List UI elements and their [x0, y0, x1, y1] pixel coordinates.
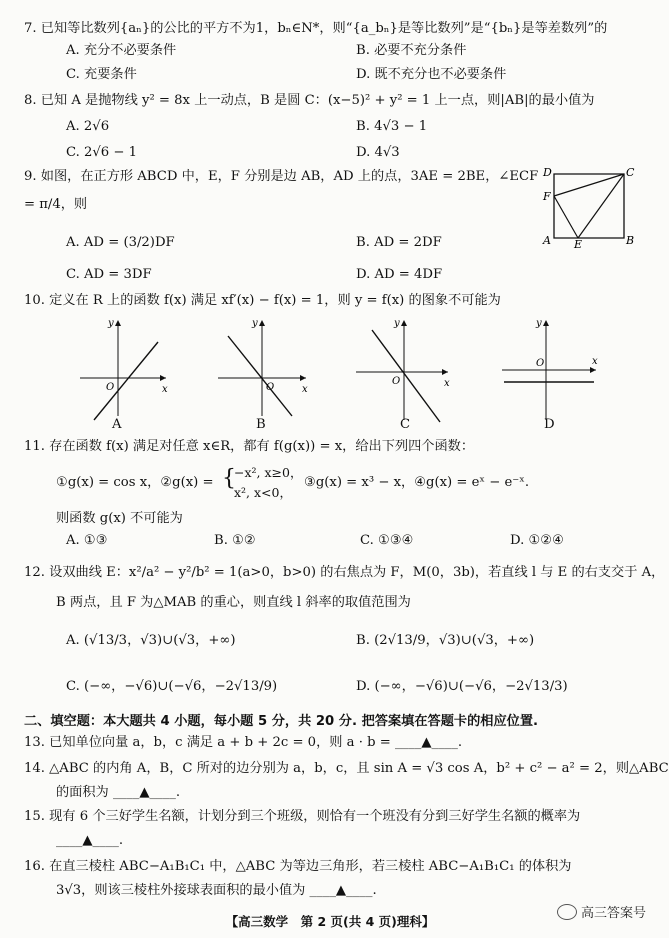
- y-label: y: [108, 318, 114, 329]
- q10-label-a: A: [112, 417, 122, 432]
- origin-label: O: [392, 376, 401, 387]
- y-axis-arrow: [259, 320, 265, 326]
- x-label: x: [162, 384, 168, 395]
- q10-label-d: D: [544, 417, 555, 432]
- q11-stem: 11. 存在函数 f(x) 满足对任意 x∈R，都有 f(g(x)) = x，给出下列四个函数：: [24, 439, 475, 454]
- q12-option-d: D. (−∞，−√6)∪(−√6，−2√13/3): [356, 679, 568, 694]
- x-label: x: [444, 378, 450, 389]
- q10-graph-b: [214, 316, 310, 428]
- section-heading-fill-in: 二、填空题：本大题共 4 小题，每小题 5 分，共 20 分. 把答案填在答题卡的相应位置.: [24, 714, 539, 729]
- q10-label-b: B: [256, 417, 266, 432]
- q11-option-a: A. ①③: [66, 533, 108, 548]
- q16-continued: 3√3，则该三棱柱外接球表面积的最小值为 ____▲____.: [56, 883, 377, 898]
- q15: 15. 现有 6 个三好学生名额，计划分到三个班级，则恰有一个班没有分到三好学生名额的概率为: [24, 809, 581, 824]
- label-d: D: [543, 166, 552, 179]
- q11-brace: {: [222, 466, 236, 491]
- origin-label: O: [266, 382, 275, 393]
- q7-option-a: A. 充分不必要条件: [66, 43, 177, 58]
- graph-line: [94, 342, 158, 420]
- q9-option-d: D. AD = 4DF: [356, 267, 443, 282]
- q9-option-a: A. AD = (3/2)DF: [66, 235, 175, 250]
- segment-cf: [554, 174, 624, 196]
- q16: 16. 在直三棱柱 ABC−A₁B₁C₁ 中，△ABC 为等边三角形，若三棱柱 ABC−A₁B₁C₁ 的体积为: [24, 859, 572, 874]
- page-footer: 【高三数学 第 2 页(共 4 页)理科】: [225, 914, 435, 929]
- x-axis-arrow: [442, 369, 448, 375]
- q11-piece-2: x², x<0，: [234, 485, 292, 500]
- q9-stem-continued: = π/4，则: [24, 197, 88, 212]
- x-label: x: [302, 384, 308, 395]
- q8-stem: 8. 已知 A 是抛物线 y² = 8x 上一动点，B 是圆 C：(x−5)² + y² = 1 上一点，则|AB|的最小值为: [24, 93, 595, 108]
- q7-option-c: C. 充要条件: [66, 67, 137, 82]
- label-e: E: [574, 238, 583, 251]
- q8-option-b: B. 4√3 − 1: [356, 119, 428, 134]
- label-b: B: [626, 234, 635, 247]
- x-axis-arrow: [300, 375, 306, 381]
- y-label: y: [536, 318, 542, 329]
- q10-label-c: C: [400, 417, 411, 432]
- q12-option-b: B. (2√13/9，√3)∪(√3，+∞): [356, 633, 535, 648]
- q13: 13. 已知单位向量 a，b，c 满足 a + b + 2c = 0，则 a · b = ____▲____.: [24, 735, 463, 750]
- q12-option-c: C. (−∞，−√6)∪(−√6，−2√13/9): [66, 679, 278, 694]
- x-axis-arrow: [160, 375, 166, 381]
- x-axis-arrow: [590, 367, 596, 373]
- y-axis-arrow: [543, 320, 549, 326]
- square-abcd: [554, 174, 624, 238]
- q7-stem: 7. 已知等比数列{aₙ}的公比的平方不为1，bₙ∈N*，则“{a_bₙ}是等比数列”是“{bₙ}是等差数列”的: [24, 21, 608, 36]
- label-c: C: [626, 166, 635, 179]
- segment-fe: [554, 196, 578, 238]
- y-label: y: [394, 318, 400, 329]
- q11-ask: 则函数 g(x) 不可能为: [56, 511, 183, 526]
- q8-option-c: C. 2√6 − 1: [66, 145, 138, 160]
- q9-option-b: B. AD = 2DF: [356, 235, 442, 250]
- wechat-watermark: [557, 902, 646, 921]
- q11-option-d: D. ①②④: [510, 533, 564, 548]
- graph-line: [372, 330, 440, 422]
- q11-option-b: B. ①②: [214, 533, 256, 548]
- q8-option-a: A. 2√6: [66, 119, 110, 134]
- q11-functions-part2: ③g(x) = x³ − x，④g(x) = eˣ − e⁻ˣ.: [304, 475, 530, 490]
- q11-functions-part1: ①g(x) = cos x，②g(x) =: [56, 475, 214, 490]
- q12-stem: 12. 设双曲线 E：x²/a² − y²/b² = 1(a>0，b>0) 的右焦点为 F，M(0，3b)，若直线 l 与 E 的右支交于 A，: [24, 565, 665, 580]
- y-axis-arrow: [115, 320, 121, 326]
- q11-piece-1: −x², x≥0，: [234, 465, 303, 480]
- q9-square-figure: [540, 164, 635, 251]
- q10-graph-a: [74, 316, 170, 428]
- label-a: A: [543, 234, 551, 247]
- y-label: y: [252, 318, 258, 329]
- q14: 14. △ABC 的内角 A，B，C 所对的边分别为 a，b，c，且 sin A = √3 cos A，b² + c² − a² = 2，则△ABC: [24, 761, 669, 776]
- q15-answer-blank: ____▲____.: [56, 833, 124, 848]
- q11-option-c: C. ①③④: [360, 533, 414, 548]
- origin-label: O: [106, 382, 115, 393]
- q7-option-d: D. 既不充分也不必要条件: [356, 67, 507, 82]
- q7-option-b: B. 必要不充分条件: [356, 43, 467, 58]
- q12-option-a: A. (√13/3，√3)∪(√3，+∞): [66, 633, 236, 648]
- watermark-text: 高三答案号: [580, 906, 646, 921]
- origin-label: O: [536, 358, 545, 369]
- x-label: x: [592, 356, 598, 367]
- q10-graph-c: [352, 316, 456, 428]
- q9-stem: 9. 如图，在正方形 ABCD 中，E，F 分别是边 AB，AD 上的点，3AE = 2BE，∠ECF: [24, 169, 539, 184]
- q10-stem: 10. 定义在 R 上的函数 f(x) 满足 xf′(x) − f(x) = 1，则 y = f(x) 的图象不可能为: [24, 293, 501, 308]
- y-axis-arrow: [401, 320, 407, 326]
- q12-stem-continued: B 两点，且 F 为△MAB 的重心，则直线 l 斜率的取值范围为: [56, 595, 411, 610]
- wechat-icon: [557, 904, 577, 920]
- label-f: F: [543, 190, 551, 203]
- segment-ce: [578, 174, 624, 238]
- q9-option-c: C. AD = 3DF: [66, 267, 152, 282]
- q14-continued: 的面积为 ____▲____.: [56, 785, 181, 800]
- q8-option-d: D. 4√3: [356, 145, 400, 160]
- graph-line: [228, 336, 292, 416]
- q10-graph-d: [498, 316, 604, 428]
